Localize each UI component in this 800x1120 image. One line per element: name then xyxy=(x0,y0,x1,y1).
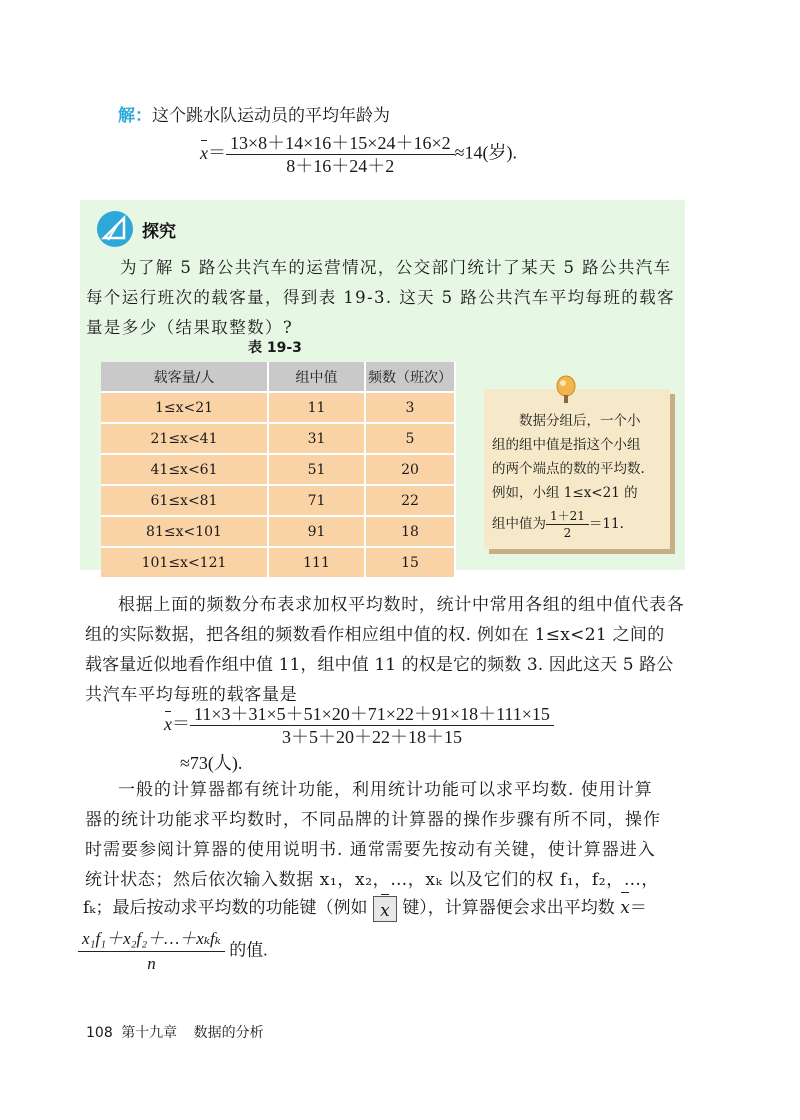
table-cell: 51 xyxy=(268,454,365,485)
table-cell: 3 xyxy=(365,392,455,423)
body1-result: ≈73(人). xyxy=(180,753,243,773)
final-fraction xyxy=(78,928,225,975)
page-number: 108 xyxy=(86,1025,113,1041)
x-bar-symbol: x xyxy=(200,142,208,163)
table-header-cell: 组中值 xyxy=(268,362,365,392)
table-cell: 111 xyxy=(268,547,365,578)
explore-paragraph-line-2: 每个运行班次的载客量，得到表 19-3. 这天 5 路公共汽车平均每班的载客 xyxy=(86,288,675,307)
table-cell: 101≤x<121 xyxy=(101,547,268,578)
table-row xyxy=(101,392,455,423)
body1-line-2: 组的实际数据，把各组的频数看作相应组中值的权. 例如在 1≤x<21 之间的 xyxy=(85,625,665,645)
note-denominator: 2 xyxy=(563,526,572,540)
body2-line5-prefix: fₖ；最后按动求平均数的功能键（例如 xyxy=(83,898,368,918)
mean-function-key xyxy=(373,896,397,922)
table-row xyxy=(101,423,455,454)
solution-text: 这个跳水队运动员的平均年龄为 xyxy=(152,106,390,126)
note-prefix: 组中值为 xyxy=(492,516,546,532)
note-card xyxy=(484,389,670,549)
table-row xyxy=(101,454,455,485)
table-cell: 81≤x<101 xyxy=(101,516,268,547)
table-cell: 22 xyxy=(365,485,455,516)
final-numerator: x₁f₁＋x₂f₂＋…＋xₖfₖ xyxy=(78,928,225,952)
table-row xyxy=(101,485,455,516)
table-row xyxy=(101,516,455,547)
body1-denominator: 3＋5＋20＋22＋18＋15 xyxy=(281,727,462,747)
body2-line-2: 器的统计功能求平均数时，不同品牌的计算器的操作步骤有所不同，操作 xyxy=(85,810,661,830)
note-suffix: ＝11. xyxy=(588,516,624,532)
section-label: 数据的分析 xyxy=(193,1025,264,1041)
solution-equation: x＝ $\frac{13\times 8+14\times 16+15\times 24+16\times 2}{8+16+24+2}$ ≈14(岁). xyxy=(200,133,517,176)
body1-line-3: 载客量近似地看作组中值 11，组中值 11 的权是它的频数 3. 因此这天 5 路公 xyxy=(85,655,674,675)
table-caption: 表 19-3 xyxy=(248,340,302,356)
note-line: 的两个端点的数的平均数. xyxy=(492,461,645,477)
body2-line-4: 统计状态；然后依次输入数据 x₁，x₂，…，xₖ 以及它们的权 f₁，f₂，…， xyxy=(85,870,660,890)
table-cell: 61≤x<81 xyxy=(101,485,268,516)
note-text xyxy=(492,409,645,540)
table-cell: 18 xyxy=(365,516,455,547)
table-cell: 1≤x<21 xyxy=(101,392,268,423)
frequency-table xyxy=(101,362,456,579)
body2-line-3: 时需要参阅计算器的使用说明书. 通常需要先按动有关键，使计算器进入 xyxy=(85,840,656,860)
table-cell: 71 xyxy=(268,485,365,516)
chapter-label: 第十九章 xyxy=(121,1025,178,1041)
note-numerator: 1＋21 xyxy=(546,509,589,525)
note-line: 组的组中值是指这个小组 xyxy=(492,437,641,453)
body2-line-5 xyxy=(83,895,647,922)
final-suffix: 的值. xyxy=(229,940,268,960)
table-cell: 31 xyxy=(268,423,365,454)
table-cell: 41≤x<61 xyxy=(101,454,268,485)
solution-line xyxy=(118,106,390,126)
body1-line-4: 共汽车平均每班的载客量是 xyxy=(85,685,298,705)
page-footer xyxy=(86,1022,264,1042)
solution-label: 解： xyxy=(118,106,152,126)
body2-line-1: 一般的计算器都有统计功能，利用统计功能可以求平均数. 使用计算 xyxy=(118,780,653,800)
note-fraction xyxy=(546,509,589,540)
body1-line-1: 根据上面的频数分布表求加权平均数时，统计中常用各组的组中值代表各 xyxy=(118,595,685,615)
body2-line5-mid: 键），计算器便会求出平均数 xyxy=(402,898,615,918)
solution-numerator: 13×8＋14×16＋15×24＋16×2 xyxy=(226,133,455,155)
final-formula xyxy=(78,928,267,975)
table-header-row xyxy=(101,362,455,392)
body1-equation: x＝ $\frac{11\times 3+31\times 5+51\times 20+71\times 22+91\times 18+111\times 15}{3+5+20+22+18+15}$ xyxy=(164,704,554,747)
table-cell: 15 xyxy=(365,547,455,578)
solution-fraction xyxy=(226,133,455,176)
table-header-cell: 频数（班次） xyxy=(365,362,455,392)
table-cell: 21≤x<41 xyxy=(101,423,268,454)
pushpin-icon xyxy=(554,375,578,405)
table-cell: 91 xyxy=(268,516,365,547)
table-cell: 20 xyxy=(365,454,455,485)
table-cell: 5 xyxy=(365,423,455,454)
note-line xyxy=(492,509,645,540)
explore-paragraph-line-3: 量是多少（结果取整数）? xyxy=(86,318,294,337)
solution-denominator: 8＋16＋24＋2 xyxy=(286,156,395,176)
note-line: 例如，小组 1≤x<21 的 xyxy=(492,485,638,501)
note-line: 数据分组后，一个小 xyxy=(519,413,641,429)
x-bar-symbol: x xyxy=(164,713,172,734)
table-row xyxy=(101,547,455,578)
table-header-cell: 载客量/人 xyxy=(101,362,268,392)
body1-fraction xyxy=(190,704,554,747)
explore-title: 探究 xyxy=(142,222,176,242)
solution-result: ≈14(岁). xyxy=(454,142,517,163)
table-cell: 11 xyxy=(268,392,365,423)
body1-numerator: 11×3＋31×5＋51×20＋71×22＋91×18＋111×15 xyxy=(190,704,554,726)
key-symbol: x xyxy=(380,897,390,925)
explore-paragraph-line-1: 为了解 5 路公共汽车的运营情况，公交部门统计了某天 5 路公共汽车 xyxy=(120,258,672,277)
x-bar-symbol: x xyxy=(620,895,630,921)
final-denominator: n xyxy=(147,954,156,973)
explore-icon xyxy=(96,210,134,248)
body2-line5-eq: ＝ xyxy=(629,898,647,918)
